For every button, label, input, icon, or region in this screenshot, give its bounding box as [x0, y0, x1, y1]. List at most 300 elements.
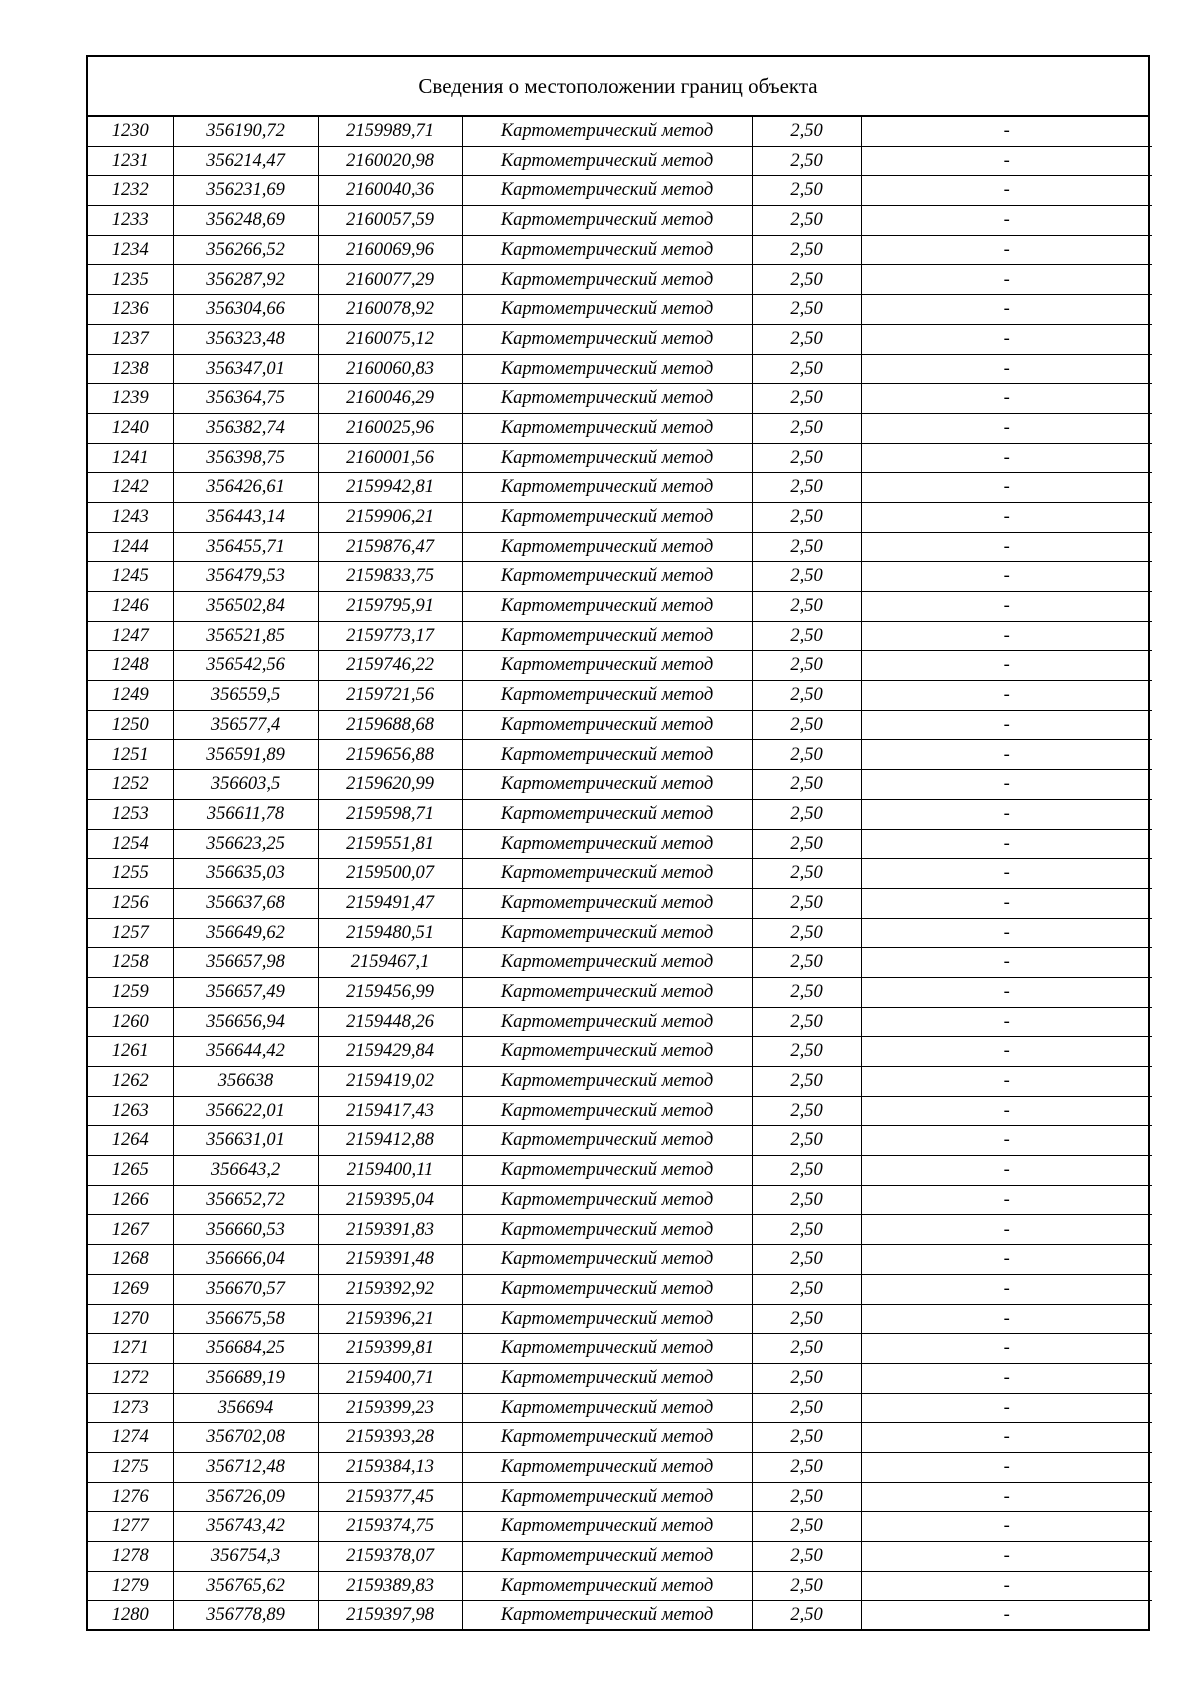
method-cell: Картометрический метод	[462, 621, 752, 651]
method-cell: Картометрический метод	[462, 651, 752, 681]
y-coordinate-cell: 2159480,51	[318, 918, 462, 948]
x-coordinate-cell: 356657,49	[173, 977, 318, 1007]
point-number-cell: 1268	[88, 1245, 173, 1275]
accuracy-cell: 2,50	[752, 651, 861, 681]
point-number-cell: 1260	[88, 1007, 173, 1037]
table-row	[88, 473, 1152, 503]
description-cell: -	[861, 740, 1152, 770]
accuracy-cell: 2,50	[752, 1304, 861, 1334]
table-row	[88, 1334, 1152, 1364]
table-row	[88, 384, 1152, 414]
accuracy-cell: 2,50	[752, 1037, 861, 1067]
accuracy-cell: 2,50	[752, 859, 861, 889]
table-row	[88, 1126, 1152, 1156]
point-number-cell: 1249	[88, 681, 173, 711]
accuracy-cell: 2,50	[752, 324, 861, 354]
y-coordinate-cell: 2160057,59	[318, 206, 462, 236]
point-number-cell: 1235	[88, 265, 173, 295]
point-number-cell: 1250	[88, 710, 173, 740]
x-coordinate-cell: 356521,85	[173, 621, 318, 651]
y-coordinate-cell: 2159374,75	[318, 1512, 462, 1542]
method-cell: Картометрический метод	[462, 384, 752, 414]
y-coordinate-cell: 2159456,99	[318, 977, 462, 1007]
accuracy-cell: 2,50	[752, 265, 861, 295]
table-row	[88, 146, 1152, 176]
table-row	[88, 859, 1152, 889]
method-cell: Картометрический метод	[462, 1096, 752, 1126]
point-number-cell: 1241	[88, 443, 173, 473]
y-coordinate-cell: 2159392,92	[318, 1274, 462, 1304]
y-coordinate-cell: 2159399,23	[318, 1393, 462, 1423]
accuracy-cell: 2,50	[752, 592, 861, 622]
x-coordinate-cell: 356649,62	[173, 918, 318, 948]
table-row	[88, 1067, 1152, 1097]
description-cell: -	[861, 1304, 1152, 1334]
y-coordinate-cell: 2159656,88	[318, 740, 462, 770]
method-cell: Картометрический метод	[462, 443, 752, 473]
point-number-cell: 1244	[88, 532, 173, 562]
method-cell: Картометрический метод	[462, 1304, 752, 1334]
method-cell: Картометрический метод	[462, 117, 752, 146]
point-number-cell: 1280	[88, 1601, 173, 1630]
method-cell: Картометрический метод	[462, 295, 752, 325]
description-cell: -	[861, 235, 1152, 265]
table-row	[88, 1363, 1152, 1393]
description-cell: -	[861, 770, 1152, 800]
point-number-cell: 1262	[88, 1067, 173, 1097]
table-row	[88, 265, 1152, 295]
x-coordinate-cell: 356591,89	[173, 740, 318, 770]
method-cell: Картометрический метод	[462, 799, 752, 829]
method-cell: Картометрический метод	[462, 1067, 752, 1097]
table-row	[88, 829, 1152, 859]
x-coordinate-cell: 356623,25	[173, 829, 318, 859]
x-coordinate-cell: 356502,84	[173, 592, 318, 622]
description-cell: -	[861, 146, 1152, 176]
accuracy-cell: 2,50	[752, 1185, 861, 1215]
point-number-cell: 1272	[88, 1363, 173, 1393]
accuracy-cell: 2,50	[752, 681, 861, 711]
y-coordinate-cell: 2159721,56	[318, 681, 462, 711]
point-number-cell: 1242	[88, 473, 173, 503]
method-cell: Картометрический метод	[462, 265, 752, 295]
table-row	[88, 799, 1152, 829]
method-cell: Картометрический метод	[462, 859, 752, 889]
description-cell: -	[861, 117, 1152, 146]
table-row	[88, 1185, 1152, 1215]
method-cell: Картометрический метод	[462, 1037, 752, 1067]
table-row	[88, 770, 1152, 800]
accuracy-cell: 2,50	[752, 295, 861, 325]
accuracy-cell: 2,50	[752, 146, 861, 176]
method-cell: Картометрический метод	[462, 977, 752, 1007]
y-coordinate-cell: 2159391,48	[318, 1245, 462, 1275]
table-row	[88, 1274, 1152, 1304]
x-coordinate-cell: 356382,74	[173, 413, 318, 443]
y-coordinate-cell: 2159906,21	[318, 502, 462, 532]
x-coordinate-cell: 356637,68	[173, 888, 318, 918]
accuracy-cell: 2,50	[752, 1156, 861, 1186]
y-coordinate-cell: 2159377,45	[318, 1482, 462, 1512]
table-row	[88, 1482, 1152, 1512]
y-coordinate-cell: 2159384,13	[318, 1452, 462, 1482]
y-coordinate-cell: 2159989,71	[318, 117, 462, 146]
table-row	[88, 710, 1152, 740]
point-number-cell: 1266	[88, 1185, 173, 1215]
y-coordinate-cell: 2159393,28	[318, 1423, 462, 1453]
table-row	[88, 1037, 1152, 1067]
method-cell: Картометрический метод	[462, 1274, 752, 1304]
y-coordinate-cell: 2159395,04	[318, 1185, 462, 1215]
table-row	[88, 740, 1152, 770]
point-number-cell: 1259	[88, 977, 173, 1007]
description-cell: -	[861, 206, 1152, 236]
description-cell: -	[861, 265, 1152, 295]
method-cell: Картометрический метод	[462, 562, 752, 592]
point-number-cell: 1278	[88, 1542, 173, 1572]
method-cell: Картометрический метод	[462, 1215, 752, 1245]
point-number-cell: 1245	[88, 562, 173, 592]
y-coordinate-cell: 2159876,47	[318, 532, 462, 562]
y-coordinate-cell: 2160069,96	[318, 235, 462, 265]
point-number-cell: 1231	[88, 146, 173, 176]
accuracy-cell: 2,50	[752, 384, 861, 414]
description-cell: -	[861, 502, 1152, 532]
x-coordinate-cell: 356190,72	[173, 117, 318, 146]
method-cell: Картометрический метод	[462, 324, 752, 354]
x-coordinate-cell: 356656,94	[173, 1007, 318, 1037]
x-coordinate-cell: 356694	[173, 1393, 318, 1423]
method-cell: Картометрический метод	[462, 1423, 752, 1453]
y-coordinate-cell: 2159378,07	[318, 1542, 462, 1572]
table-row	[88, 918, 1152, 948]
point-number-cell: 1232	[88, 176, 173, 206]
method-cell: Картометрический метод	[462, 829, 752, 859]
method-cell: Картометрический метод	[462, 1007, 752, 1037]
point-number-cell: 1240	[88, 413, 173, 443]
y-coordinate-cell: 2160040,36	[318, 176, 462, 206]
method-cell: Картометрический метод	[462, 710, 752, 740]
method-cell: Картометрический метод	[462, 740, 752, 770]
accuracy-cell: 2,50	[752, 1274, 861, 1304]
accuracy-cell: 2,50	[752, 948, 861, 978]
y-coordinate-cell: 2159412,88	[318, 1126, 462, 1156]
description-cell: -	[861, 413, 1152, 443]
accuracy-cell: 2,50	[752, 1067, 861, 1097]
accuracy-cell: 2,50	[752, 1334, 861, 1364]
point-number-cell: 1255	[88, 859, 173, 889]
accuracy-cell: 2,50	[752, 918, 861, 948]
boundary-table-frame	[86, 55, 1150, 1631]
y-coordinate-cell: 2159795,91	[318, 592, 462, 622]
x-coordinate-cell: 356712,48	[173, 1452, 318, 1482]
y-coordinate-cell: 2159419,02	[318, 1067, 462, 1097]
x-coordinate-cell: 356304,66	[173, 295, 318, 325]
table-row	[88, 176, 1152, 206]
accuracy-cell: 2,50	[752, 1601, 861, 1630]
method-cell: Картометрический метод	[462, 948, 752, 978]
y-coordinate-cell: 2159688,68	[318, 710, 462, 740]
description-cell: -	[861, 799, 1152, 829]
table-row	[88, 977, 1152, 1007]
point-number-cell: 1257	[88, 918, 173, 948]
table-row	[88, 1393, 1152, 1423]
method-cell: Картометрический метод	[462, 1156, 752, 1186]
description-cell: -	[861, 1274, 1152, 1304]
method-cell: Картометрический метод	[462, 1571, 752, 1601]
x-coordinate-cell: 356479,53	[173, 562, 318, 592]
method-cell: Картометрический метод	[462, 1245, 752, 1275]
y-coordinate-cell: 2159833,75	[318, 562, 462, 592]
description-cell: -	[861, 1482, 1152, 1512]
y-coordinate-cell: 2159467,1	[318, 948, 462, 978]
description-cell: -	[861, 1067, 1152, 1097]
x-coordinate-cell: 356670,57	[173, 1274, 318, 1304]
method-cell: Картометрический метод	[462, 413, 752, 443]
y-coordinate-cell: 2159400,11	[318, 1156, 462, 1186]
description-cell: -	[861, 592, 1152, 622]
accuracy-cell: 2,50	[752, 1423, 861, 1453]
description-cell: -	[861, 918, 1152, 948]
point-number-cell: 1230	[88, 117, 173, 146]
description-cell: -	[861, 1185, 1152, 1215]
accuracy-cell: 2,50	[752, 1393, 861, 1423]
description-cell: -	[861, 1363, 1152, 1393]
description-cell: -	[861, 473, 1152, 503]
x-coordinate-cell: 356689,19	[173, 1363, 318, 1393]
accuracy-cell: 2,50	[752, 1007, 861, 1037]
x-coordinate-cell: 356611,78	[173, 799, 318, 829]
description-cell: -	[861, 1156, 1152, 1186]
method-cell: Картометрический метод	[462, 532, 752, 562]
boundary-points-table	[88, 117, 1152, 1630]
y-coordinate-cell: 2159396,21	[318, 1304, 462, 1334]
point-number-cell: 1247	[88, 621, 173, 651]
table-row	[88, 117, 1152, 146]
x-coordinate-cell: 356426,61	[173, 473, 318, 503]
accuracy-cell: 2,50	[752, 770, 861, 800]
table-row	[88, 206, 1152, 236]
description-cell: -	[861, 1007, 1152, 1037]
description-cell: -	[861, 176, 1152, 206]
x-coordinate-cell: 356347,01	[173, 354, 318, 384]
accuracy-cell: 2,50	[752, 977, 861, 1007]
point-number-cell: 1251	[88, 740, 173, 770]
point-number-cell: 1267	[88, 1215, 173, 1245]
x-coordinate-cell: 356631,01	[173, 1126, 318, 1156]
table-row	[88, 443, 1152, 473]
table-row	[88, 1601, 1152, 1630]
x-coordinate-cell: 356765,62	[173, 1571, 318, 1601]
table-row	[88, 1512, 1152, 1542]
y-coordinate-cell: 2160046,29	[318, 384, 462, 414]
y-coordinate-cell: 2160078,92	[318, 295, 462, 325]
description-cell: -	[861, 1037, 1152, 1067]
x-coordinate-cell: 356443,14	[173, 502, 318, 532]
y-coordinate-cell: 2160060,83	[318, 354, 462, 384]
method-cell: Картометрический метод	[462, 502, 752, 532]
x-coordinate-cell: 356652,72	[173, 1185, 318, 1215]
x-coordinate-cell: 356577,4	[173, 710, 318, 740]
y-coordinate-cell: 2159500,07	[318, 859, 462, 889]
method-cell: Картометрический метод	[462, 235, 752, 265]
y-coordinate-cell: 2160001,56	[318, 443, 462, 473]
method-cell: Картометрический метод	[462, 176, 752, 206]
point-number-cell: 1238	[88, 354, 173, 384]
point-number-cell: 1265	[88, 1156, 173, 1186]
table-row	[88, 295, 1152, 325]
x-coordinate-cell: 356214,47	[173, 146, 318, 176]
accuracy-cell: 2,50	[752, 1452, 861, 1482]
x-coordinate-cell: 356248,69	[173, 206, 318, 236]
y-coordinate-cell: 2159942,81	[318, 473, 462, 503]
description-cell: -	[861, 295, 1152, 325]
description-cell: -	[861, 829, 1152, 859]
table-row	[88, 1571, 1152, 1601]
description-cell: -	[861, 1126, 1152, 1156]
point-number-cell: 1271	[88, 1334, 173, 1364]
point-number-cell: 1274	[88, 1423, 173, 1453]
accuracy-cell: 2,50	[752, 473, 861, 503]
method-cell: Картометрический метод	[462, 1185, 752, 1215]
x-coordinate-cell: 356726,09	[173, 1482, 318, 1512]
table-row	[88, 502, 1152, 532]
method-cell: Картометрический метод	[462, 146, 752, 176]
method-cell: Картометрический метод	[462, 1452, 752, 1482]
y-coordinate-cell: 2159429,84	[318, 1037, 462, 1067]
method-cell: Картометрический метод	[462, 681, 752, 711]
point-number-cell: 1239	[88, 384, 173, 414]
table-row	[88, 651, 1152, 681]
method-cell: Картометрический метод	[462, 888, 752, 918]
description-cell: -	[861, 384, 1152, 414]
x-coordinate-cell: 356542,56	[173, 651, 318, 681]
point-number-cell: 1270	[88, 1304, 173, 1334]
x-coordinate-cell: 356635,03	[173, 859, 318, 889]
table-title: Сведения о местоположении границ объекта	[88, 57, 1148, 117]
point-number-cell: 1279	[88, 1571, 173, 1601]
description-cell: -	[861, 1512, 1152, 1542]
y-coordinate-cell: 2160075,12	[318, 324, 462, 354]
point-number-cell: 1275	[88, 1452, 173, 1482]
point-number-cell: 1234	[88, 235, 173, 265]
point-number-cell: 1269	[88, 1274, 173, 1304]
accuracy-cell: 2,50	[752, 502, 861, 532]
x-coordinate-cell: 356364,75	[173, 384, 318, 414]
accuracy-cell: 2,50	[752, 562, 861, 592]
description-cell: -	[861, 562, 1152, 592]
table-row	[88, 1215, 1152, 1245]
accuracy-cell: 2,50	[752, 888, 861, 918]
accuracy-cell: 2,50	[752, 1126, 861, 1156]
table-row	[88, 948, 1152, 978]
point-number-cell: 1264	[88, 1126, 173, 1156]
y-coordinate-cell: 2159598,71	[318, 799, 462, 829]
accuracy-cell: 2,50	[752, 710, 861, 740]
point-number-cell: 1252	[88, 770, 173, 800]
point-number-cell: 1233	[88, 206, 173, 236]
accuracy-cell: 2,50	[752, 1571, 861, 1601]
description-cell: -	[861, 1334, 1152, 1364]
x-coordinate-cell: 356644,42	[173, 1037, 318, 1067]
y-coordinate-cell: 2159448,26	[318, 1007, 462, 1037]
y-coordinate-cell: 2160020,98	[318, 146, 462, 176]
y-coordinate-cell: 2160025,96	[318, 413, 462, 443]
point-number-cell: 1236	[88, 295, 173, 325]
method-cell: Картометрический метод	[462, 206, 752, 236]
x-coordinate-cell: 356743,42	[173, 1512, 318, 1542]
y-coordinate-cell: 2159389,83	[318, 1571, 462, 1601]
method-cell: Картометрический метод	[462, 1601, 752, 1630]
x-coordinate-cell: 356684,25	[173, 1334, 318, 1364]
table-row	[88, 1423, 1152, 1453]
description-cell: -	[861, 859, 1152, 889]
x-coordinate-cell: 356231,69	[173, 176, 318, 206]
table-row	[88, 1452, 1152, 1482]
x-coordinate-cell: 356754,3	[173, 1542, 318, 1572]
accuracy-cell: 2,50	[752, 1482, 861, 1512]
description-cell: -	[861, 1601, 1152, 1630]
accuracy-cell: 2,50	[752, 206, 861, 236]
x-coordinate-cell: 356778,89	[173, 1601, 318, 1630]
y-coordinate-cell: 2159746,22	[318, 651, 462, 681]
method-cell: Картометрический метод	[462, 1393, 752, 1423]
description-cell: -	[861, 1096, 1152, 1126]
table-row	[88, 621, 1152, 651]
point-number-cell: 1237	[88, 324, 173, 354]
accuracy-cell: 2,50	[752, 1363, 861, 1393]
table-row	[88, 324, 1152, 354]
point-number-cell: 1263	[88, 1096, 173, 1126]
accuracy-cell: 2,50	[752, 413, 861, 443]
method-cell: Картометрический метод	[462, 1126, 752, 1156]
accuracy-cell: 2,50	[752, 1096, 861, 1126]
x-coordinate-cell: 356643,2	[173, 1156, 318, 1186]
x-coordinate-cell: 356287,92	[173, 265, 318, 295]
accuracy-cell: 2,50	[752, 1215, 861, 1245]
x-coordinate-cell: 356323,48	[173, 324, 318, 354]
y-coordinate-cell: 2159397,98	[318, 1601, 462, 1630]
method-cell: Картометрический метод	[462, 770, 752, 800]
table-row	[88, 1156, 1152, 1186]
method-cell: Картометрический метод	[462, 1542, 752, 1572]
description-cell: -	[861, 948, 1152, 978]
accuracy-cell: 2,50	[752, 117, 861, 146]
description-cell: -	[861, 1452, 1152, 1482]
point-number-cell: 1246	[88, 592, 173, 622]
description-cell: -	[861, 710, 1152, 740]
x-coordinate-cell: 356603,5	[173, 770, 318, 800]
point-number-cell: 1273	[88, 1393, 173, 1423]
y-coordinate-cell: 2159620,99	[318, 770, 462, 800]
point-number-cell: 1253	[88, 799, 173, 829]
point-number-cell: 1248	[88, 651, 173, 681]
description-cell: -	[861, 1393, 1152, 1423]
x-coordinate-cell: 356675,58	[173, 1304, 318, 1334]
x-coordinate-cell: 356638	[173, 1067, 318, 1097]
point-number-cell: 1254	[88, 829, 173, 859]
method-cell: Картометрический метод	[462, 1512, 752, 1542]
description-cell: -	[861, 324, 1152, 354]
accuracy-cell: 2,50	[752, 176, 861, 206]
description-cell: -	[861, 1215, 1152, 1245]
description-cell: -	[861, 977, 1152, 1007]
description-cell: -	[861, 532, 1152, 562]
accuracy-cell: 2,50	[752, 532, 861, 562]
table-row	[88, 592, 1152, 622]
table-row	[88, 1304, 1152, 1334]
point-number-cell: 1256	[88, 888, 173, 918]
